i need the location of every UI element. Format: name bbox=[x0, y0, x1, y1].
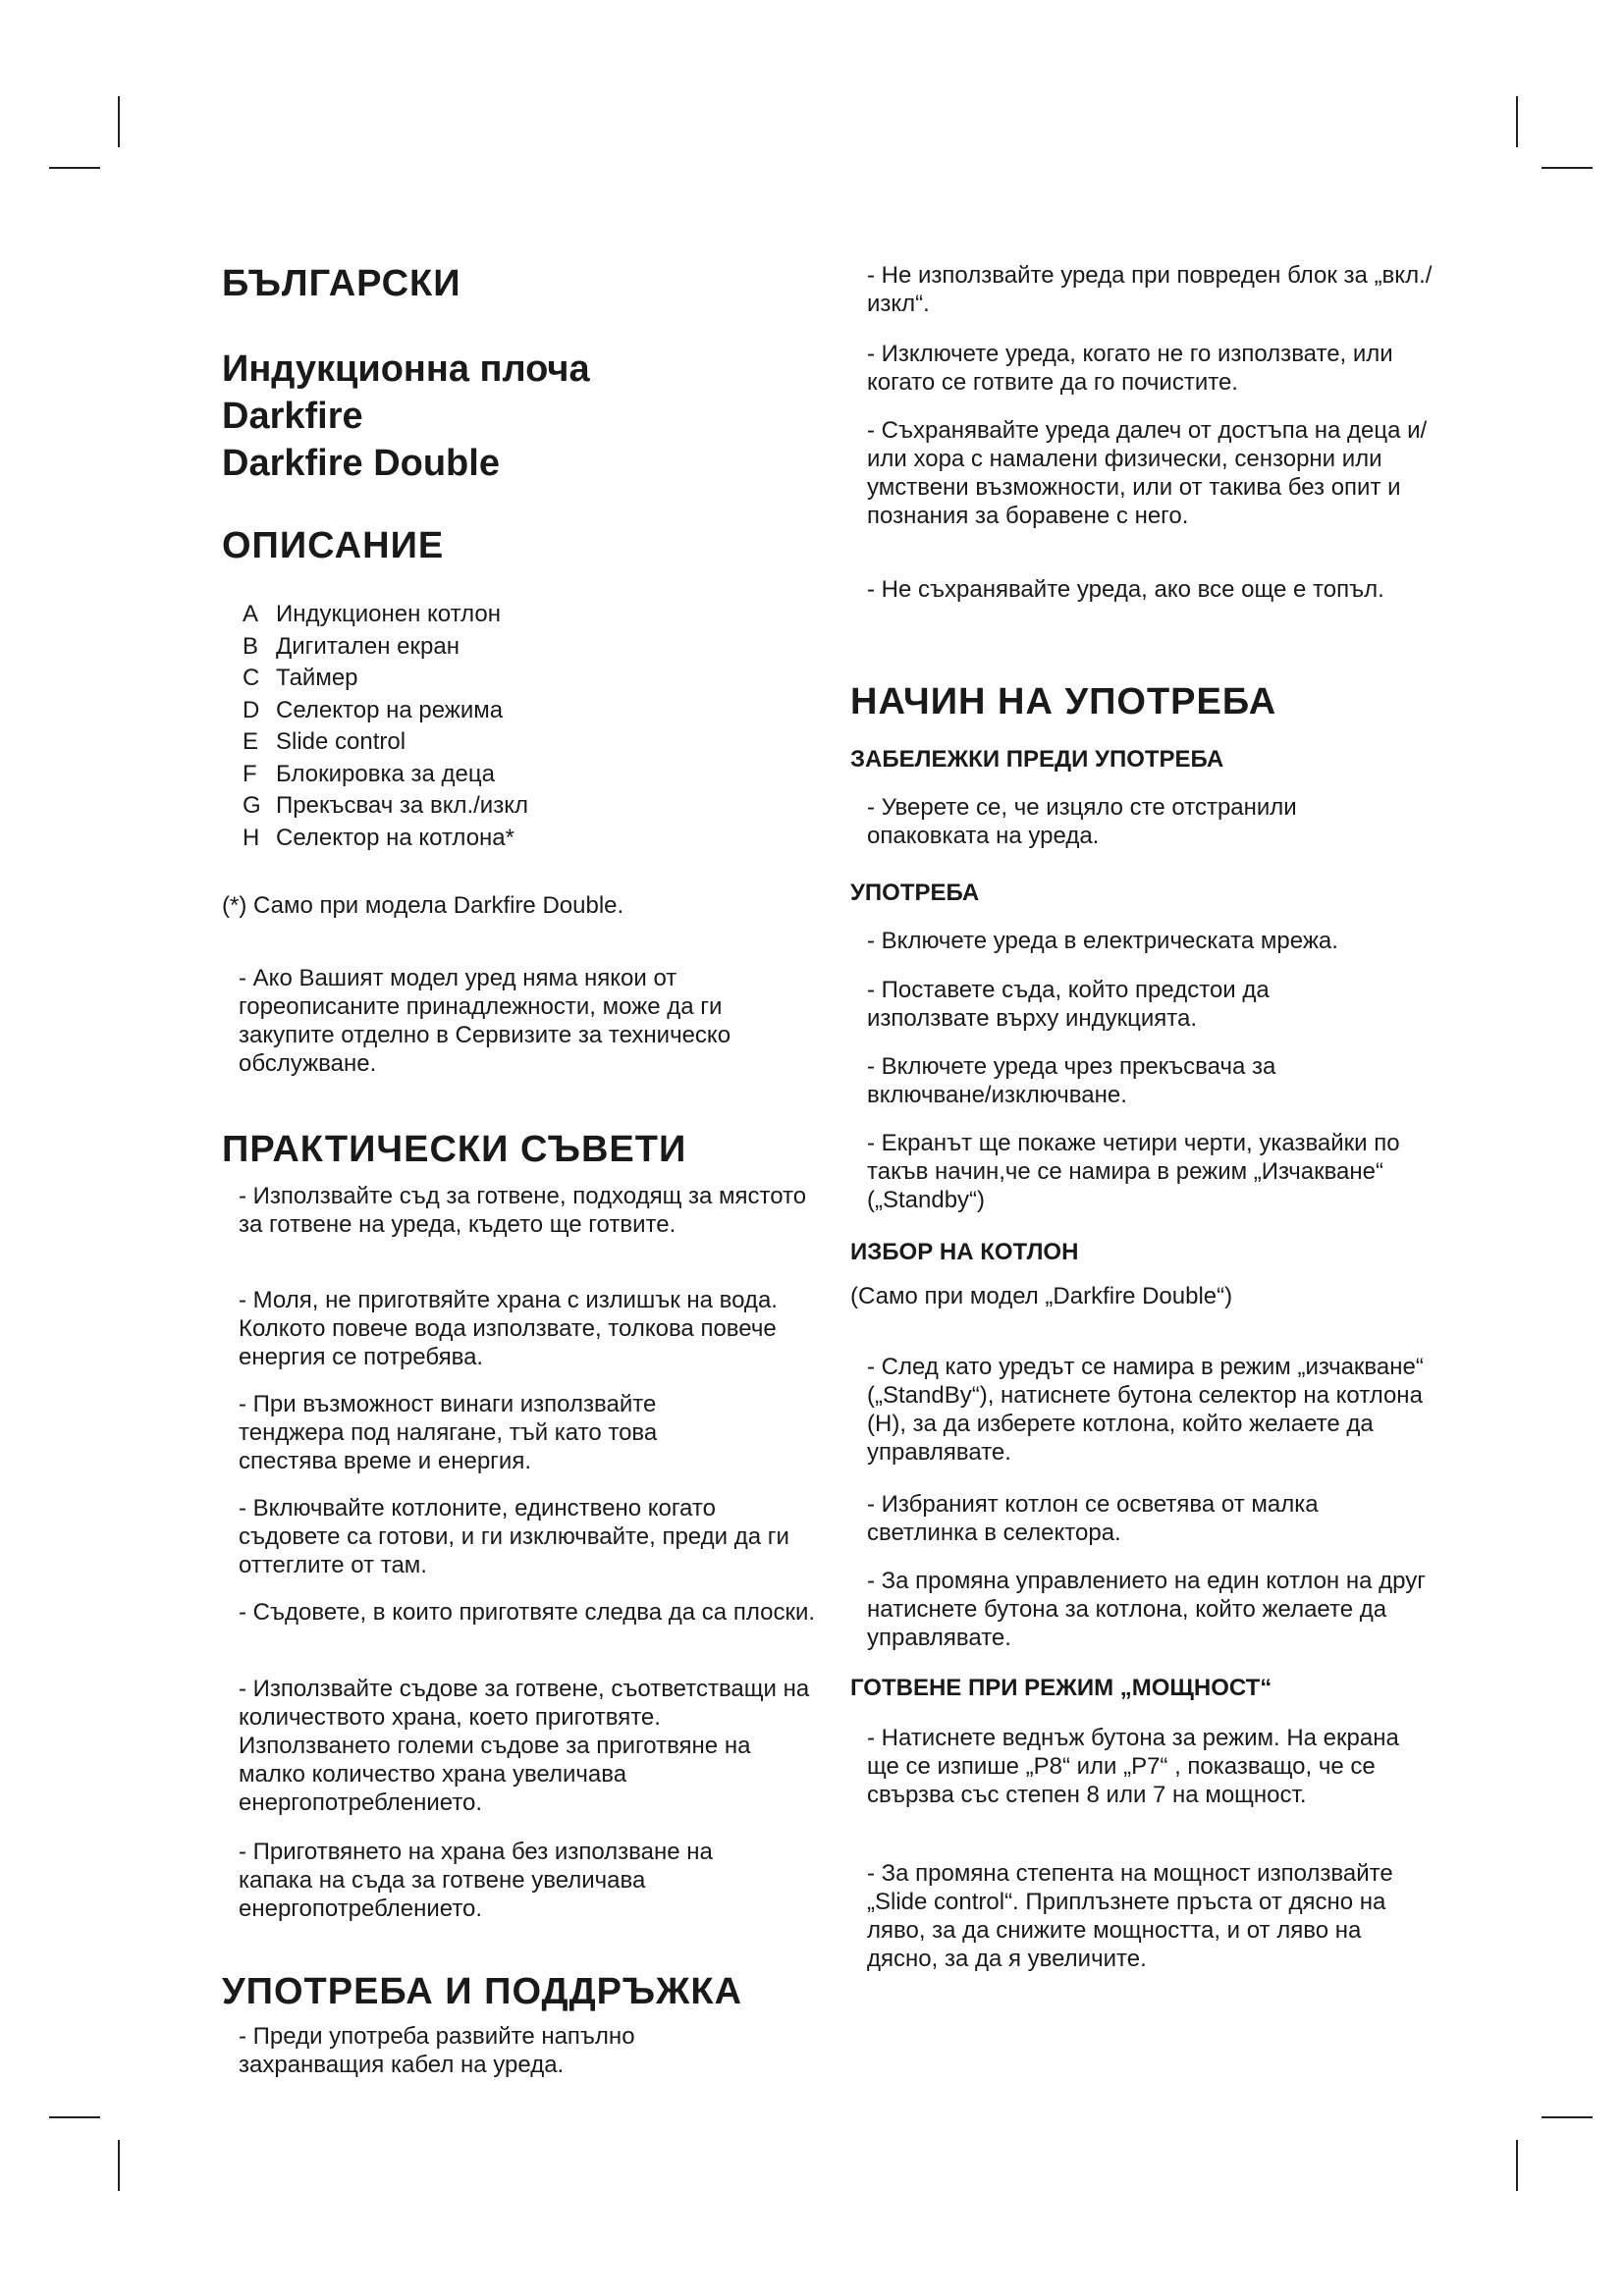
crop-mark bbox=[1516, 96, 1518, 147]
use-subheading: УПОТРЕБА bbox=[850, 880, 980, 906]
use-paragraph: - Включете уреда чрез прекъсвача за включване/изключване. bbox=[867, 1053, 1276, 1108]
model-note: (*) Само при модела Darkfire Double. bbox=[222, 892, 624, 919]
accessories-note: - Ако Вашият модел уред няма някои от гореописаните принадлежности, може да ги закупите отделно в Сервизите за техническо обслужване. bbox=[239, 965, 731, 1077]
description-item: D Селектор на режима bbox=[243, 696, 504, 723]
product-line: Darkfire Double bbox=[222, 443, 500, 484]
crop-mark bbox=[49, 2116, 100, 2118]
zone-paragraph: - За промяна управлението на един котлон на друг натиснете бутона за котлона, който желаете да управлявате. bbox=[867, 1568, 1426, 1651]
tip-paragraph: - Приготвянето на храна без използване на капака на съда за готвене увеличава енергопотреблението. bbox=[239, 1839, 713, 1922]
crop-mark bbox=[1542, 2116, 1593, 2118]
tip-paragraph: - Съдовете, в които приготвяте следва да са плоски. bbox=[239, 1599, 816, 1626]
description-item: F Блокировка за деца bbox=[243, 760, 495, 787]
maintenance-paragraph: - Не използвайте уреда при повреден блок за „вкл./изкл“. bbox=[867, 262, 1433, 317]
tip-paragraph: - Използвайте съдове за готвене, съответстващи на количеството храна, което приготвяте. Използването големи съдове за приготвяне на малко количество храна увеличава енергопотреблението. bbox=[239, 1676, 810, 1816]
language-heading: БЪЛГАРСКИ bbox=[222, 263, 461, 304]
crop-mark bbox=[118, 2140, 120, 2191]
description-item: H Селектор на котлона* bbox=[243, 824, 514, 851]
zone-subheading: ИЗБОР НА КОТЛОН bbox=[850, 1239, 1079, 1265]
notes-subheading: ЗАБЕЛЕЖКИ ПРЕДИ УПОТРЕБА bbox=[850, 746, 1224, 773]
zone-paragraph: - Избраният котлон се осветява от малка светлинка в селектора. bbox=[867, 1491, 1319, 1546]
use-paragraph: - Поставете съда, който предстои да използвате върху индукцията. bbox=[867, 977, 1270, 1032]
description-item: E Slide control bbox=[243, 728, 406, 755]
notes-paragraph: - Уверете се, че изцяло сте отстранили опаковката на уреда. bbox=[867, 794, 1297, 849]
use-paragraph: - Включете уреда в електрическата мрежа. bbox=[867, 928, 1338, 954]
power-paragraph: - За промяна степента на мощност използвайте „Slide control“. Приплъзнете пръста от дясно на ляво, за да снижите мощността, и от ляво на дясно, за да я увеличите. bbox=[867, 1860, 1393, 1972]
maintenance-paragraph: - Изключете уреда, когато не го използвате, или когато се готвите да го почистите. bbox=[867, 341, 1393, 396]
use-maintenance-heading: УПОТРЕБА И ПОДДРЪЖКА bbox=[222, 1971, 743, 2012]
zone-note: (Само при модел „Darkfire Double“) bbox=[850, 1283, 1233, 1309]
description-item: B Дигитален екран bbox=[243, 632, 460, 660]
description-item: G Прекъсвач за вкл./изкл bbox=[243, 792, 528, 819]
description-heading: ОПИСАНИЕ bbox=[222, 525, 445, 566]
crop-mark bbox=[1542, 167, 1593, 169]
power-subheading: ГОТВЕНЕ ПРИ РЕЖИМ „МОЩНОСТ“ bbox=[850, 1675, 1272, 1701]
usage-heading: НАЧИН НА УПОТРЕБА bbox=[850, 681, 1277, 722]
power-paragraph: - Натиснете веднъж бутона за режим. На екрана ще се изпише „P8“ или „P7“ , показващо, че се свързва със степен 8 или 7 на мощност. bbox=[867, 1725, 1399, 1808]
use-paragraph: - Екранът ще покаже четири черти, указвайки по такъв начин,че се намира в режим „Изчакване“ („Standby“) bbox=[867, 1130, 1400, 1213]
maintenance-paragraph: - Съхранявайте уреда далеч от достъпа на деца и/или хора с намалени физически, сензорни или умствени възможности, или от такива без опит и познания за боравене с него. bbox=[867, 417, 1428, 529]
product-line: Darkfire bbox=[222, 396, 363, 437]
description-item: C Таймер bbox=[243, 665, 358, 691]
tip-paragraph: - При възможност винаги използвайте тенджера под налягане, тъй като това спестява време и енергия. bbox=[239, 1391, 658, 1474]
maintenance-paragraph: - Преди употреба развийте напълно захранващия кабел на уреда. bbox=[239, 2023, 635, 2078]
product-line: Индукционна плоча bbox=[222, 348, 590, 390]
crop-mark bbox=[49, 167, 100, 169]
crop-mark bbox=[118, 96, 120, 147]
practical-tips-heading: ПРАКТИЧЕСКИ СЪВЕТИ bbox=[222, 1129, 687, 1170]
description-list bbox=[243, 599, 528, 854]
crop-mark bbox=[1516, 2140, 1518, 2191]
description-item: A Индукционен котлон bbox=[243, 601, 501, 627]
tip-paragraph: - Включвайте котлоните, единствено когато съдовете са готови, и ги изключвайте, преди да ги оттеглите от там. bbox=[239, 1495, 789, 1578]
maintenance-paragraph: - Не съхранявайте уреда, ако все още е топъл. bbox=[867, 576, 1384, 603]
tip-paragraph: - Използвайте съд за готвене, подходящ за мястото за готвене на уреда, където ще готвите. bbox=[239, 1183, 807, 1238]
zone-paragraph: - След като уредът се намира в режим „изчакване“ („StandBy“), натиснете бутона селектор на котлона (H), за да изберете котлона, който желаете да управлявате. bbox=[867, 1354, 1424, 1466]
tip-paragraph: - Моля, не приготвяйте храна с излишък на вода. Колкото повече вода използвате, толкова повече енергия се потребява. bbox=[239, 1287, 778, 1370]
product-title bbox=[222, 346, 811, 487]
